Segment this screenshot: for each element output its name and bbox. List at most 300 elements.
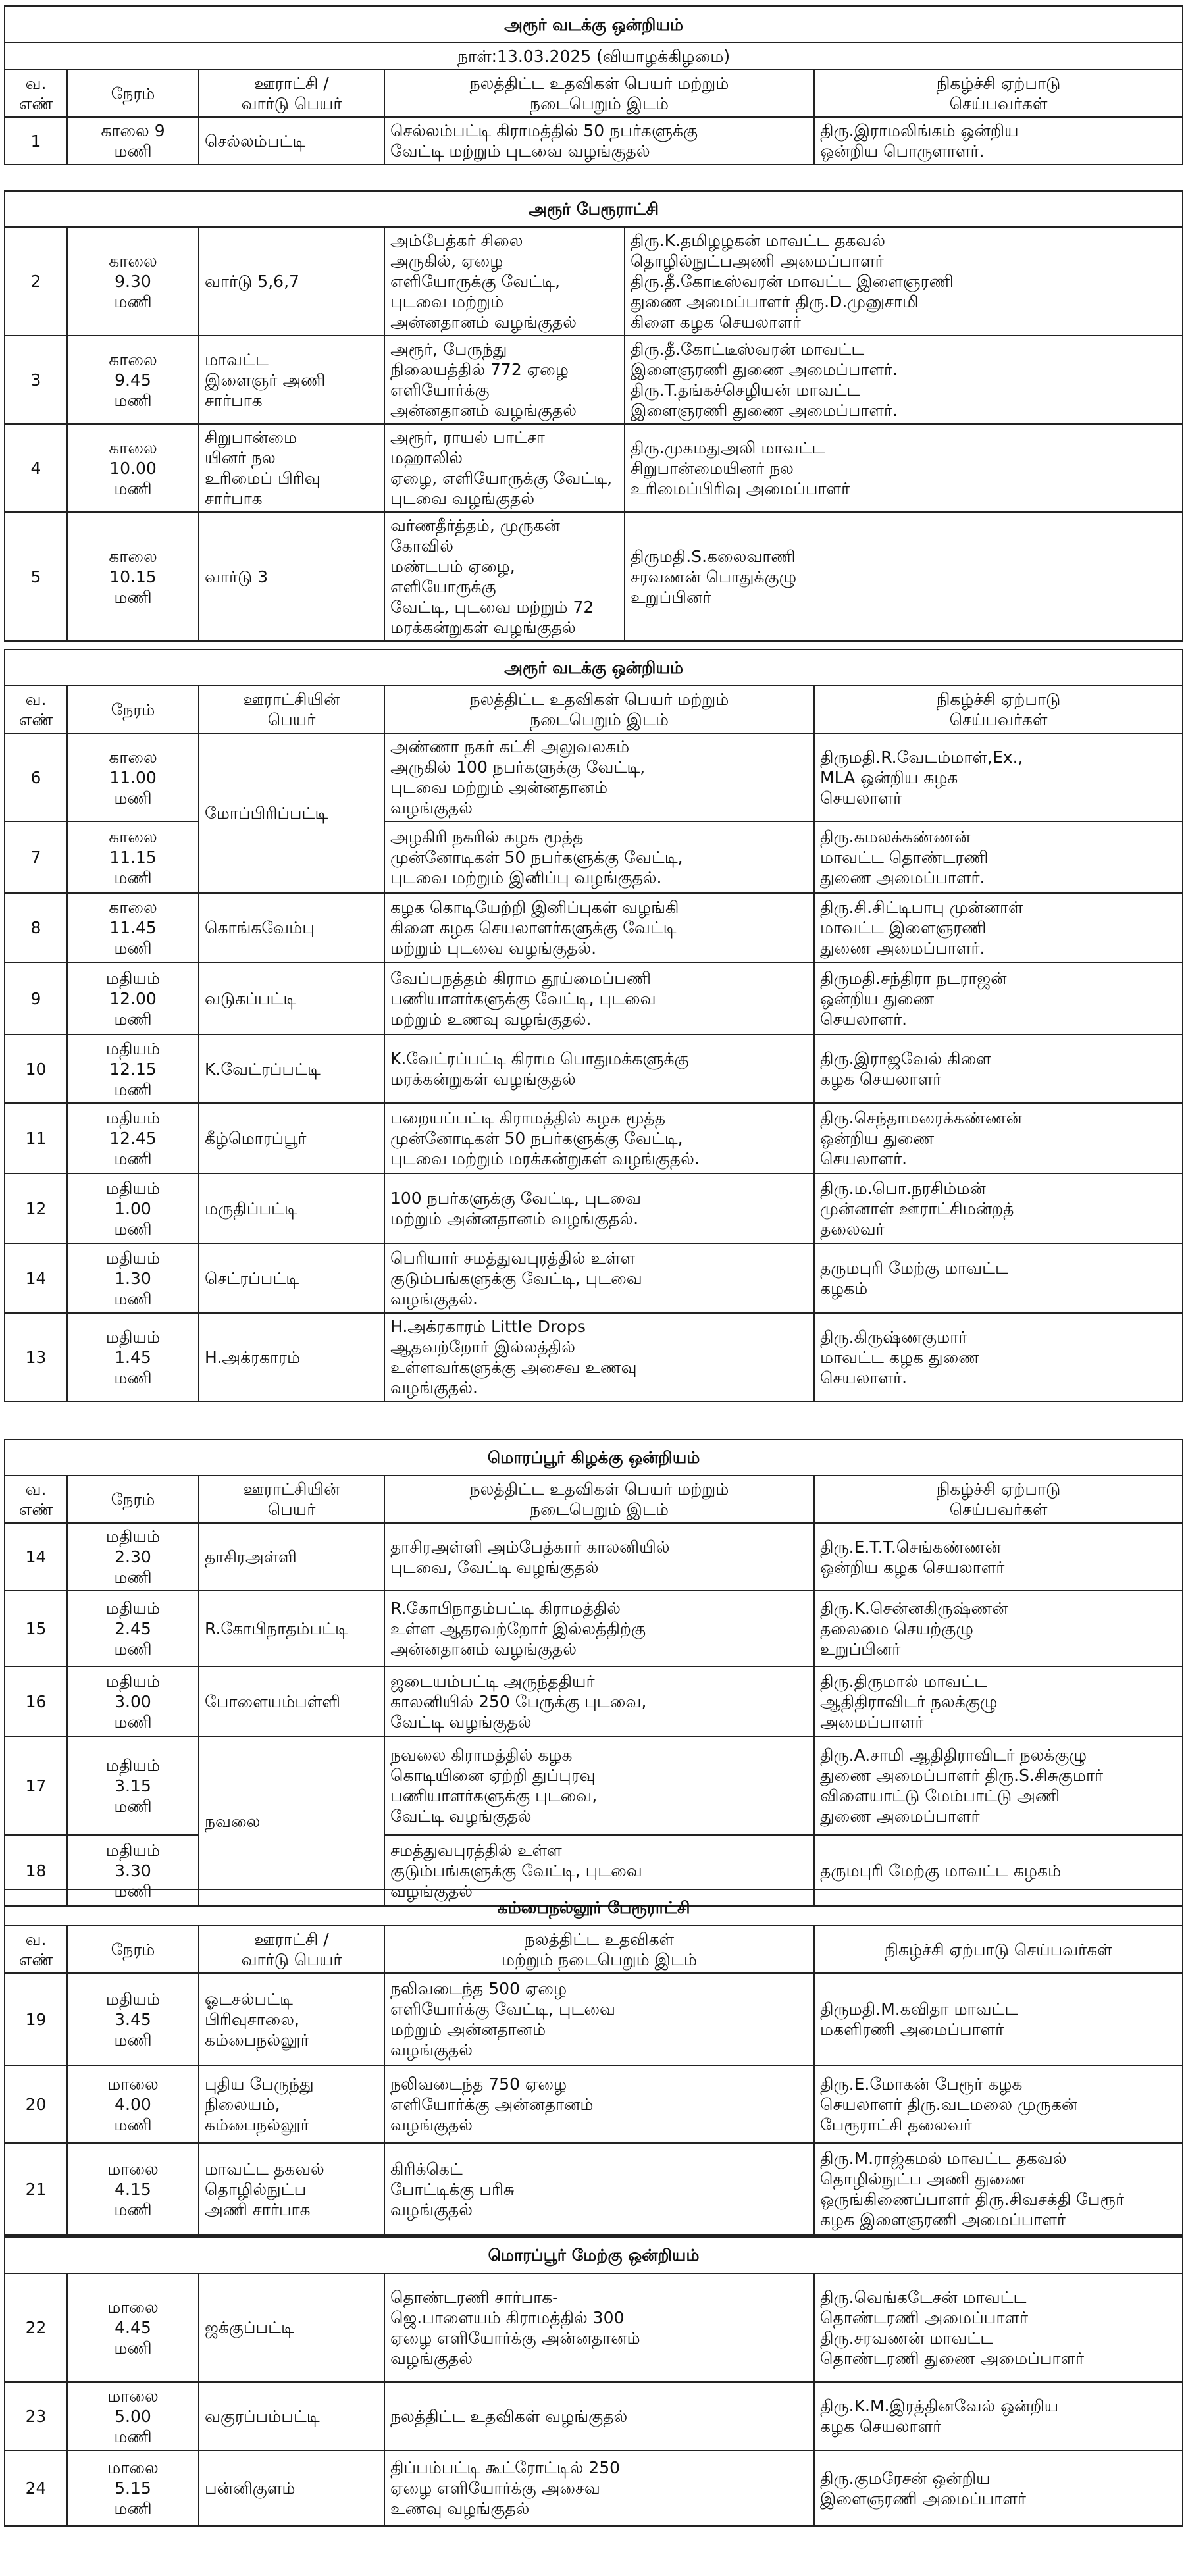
date-line xyxy=(5,43,1183,70)
section-title-text: மொரப்பூர் கிழக்கு ஒன்றியம் xyxy=(487,1448,700,1467)
program-cell-text: நலிவடைந்த 500 ஏழை எளியோர்க்கு வேட்டி, புடவை மற்றும் அன்னதானம் வழங்குதல் xyxy=(390,1979,615,2059)
row-number xyxy=(5,893,67,962)
schedule-row xyxy=(5,2143,1183,2235)
place-header-text: ஊராட்சி / வார்டு பெயர் xyxy=(241,74,342,113)
section-title xyxy=(5,191,1183,227)
time-header-text: நேரம் xyxy=(111,1940,155,1959)
organizers-cell-text: திரு.இராமலிங்கம் ஒன்றிய ஒன்றிய பொருளாளர். xyxy=(820,121,1019,161)
schedule-row xyxy=(5,1523,1183,1591)
place-cell-text: தாசிரஅள்ளி xyxy=(205,1547,297,1566)
place-header-text: ஊராட்சி / வார்டு பெயர் xyxy=(241,1930,342,1969)
program-cell-text: கழக கொடியேற்றி இனிப்புகள் வழங்கி கிளை கழக செயலாளர்களுக்கு வேட்டி மற்றும் புடவை வழங்குதல். xyxy=(390,898,679,958)
row-number xyxy=(5,1973,67,2065)
section-title-row xyxy=(5,1439,1183,1476)
place-cell-text: கீழ்மொரப்பூர் xyxy=(205,1129,307,1148)
organizers-cell xyxy=(814,1523,1183,1591)
organizers-cell xyxy=(814,2065,1183,2143)
row-number-text: 24 xyxy=(25,2479,47,2498)
serial-header xyxy=(5,686,67,733)
row-number xyxy=(5,962,67,1035)
row-number xyxy=(5,227,67,336)
program-cell-text: பெரியார் சமத்துவபுரத்தில் உள்ள குடும்பங்களுக்கு வேட்டி, புடவை வழங்குதல். xyxy=(390,1248,642,1308)
place-cell xyxy=(199,1173,384,1243)
time-cell-text: காலை 10.15 மணி xyxy=(109,546,157,607)
schedule-section xyxy=(4,2236,1183,2527)
schedule-section xyxy=(4,649,1183,1402)
row-number-text: 19 xyxy=(25,2009,47,2029)
row-number xyxy=(5,2382,67,2450)
program-cell-text: அம்பேத்கர் சிலை அருகில், ஏழை எளியோருக்கு வேட்டி, புடவை மற்றும் அன்னதானம் வழங்குதல் xyxy=(390,231,577,332)
organizers-cell xyxy=(625,336,1183,424)
organizers-header xyxy=(814,1476,1183,1523)
place-cell-text: மருதிப்பட்டி xyxy=(205,1198,297,1218)
place-cell-text: செல்லம்பட்டி xyxy=(205,131,306,151)
row-number-text: 12 xyxy=(25,1198,47,1218)
organizers-cell-text: திரு.ம.பொ.நரசிம்மன் முன்னாள் ஊராட்சிமன்றத் தலைவர் xyxy=(820,1178,1014,1239)
time-cell-text: மாலை 4.00 மணி xyxy=(107,2074,159,2134)
program-cell xyxy=(384,2273,814,2382)
place-cell xyxy=(199,1103,384,1173)
schedule-row xyxy=(5,1243,1183,1313)
serial-header-text: வ. எண் xyxy=(18,690,53,729)
time-header-text: நேரம் xyxy=(111,1489,155,1509)
row-number xyxy=(5,512,67,641)
program-header-text: நலத்திட்ட உதவிகள் மற்றும் நடைபெறும் இடம் xyxy=(501,1930,698,1969)
row-number-text: 22 xyxy=(25,2318,47,2337)
section-title xyxy=(5,1439,1183,1476)
organizers-cell-text: திரு.E.T.T.செங்கண்ணன் ஒன்றிய கழக செயலாளர் xyxy=(820,1537,1005,1577)
program-cell-text: தொண்டரணி சார்பாக- ஜெ.பாளையம் கிராமத்தில் 300 ஏழை எளியோர்க்கு அன்னதானம் வழங்குதல் xyxy=(390,2287,640,2368)
program-cell xyxy=(384,2450,814,2526)
organizers-cell-text: திரு.இராஜவேல் கிளை கழக செயலாளர் xyxy=(820,1049,991,1089)
row-number-text: 18 xyxy=(25,1861,47,1880)
program-cell xyxy=(384,821,814,893)
merged-place-cell xyxy=(199,733,384,893)
time-cell-text: காலை 10.00 மணி xyxy=(109,438,157,498)
schedule-section xyxy=(4,1439,1183,1907)
time-cell-text: காலை 9.30 மணி xyxy=(109,251,157,311)
program-cell xyxy=(384,2382,814,2450)
schedule-row xyxy=(5,733,1183,821)
organizers-cell xyxy=(814,1973,1183,2065)
schedule-row xyxy=(5,1973,1183,2065)
organizers-cell xyxy=(814,2143,1183,2235)
schedule-row xyxy=(5,962,1183,1035)
time-cell xyxy=(67,2143,199,2235)
organizers-header xyxy=(814,1926,1183,1973)
time-cell-text: மதியம் 3.15 மணி xyxy=(105,1755,161,1816)
program-cell xyxy=(384,1666,814,1736)
program-header-text: நலத்திட்ட உதவிகள் பெயர் மற்றும் நடைபெறும் இடம் xyxy=(469,74,729,113)
date-row xyxy=(5,43,1183,70)
schedule-row xyxy=(5,117,1183,165)
time-cell-text: மதியம் 1.00 மணி xyxy=(105,1178,161,1239)
schedule-row xyxy=(5,2065,1183,2143)
organizers-cell xyxy=(814,1736,1183,1835)
organizers-cell xyxy=(814,1035,1183,1103)
organizers-cell xyxy=(625,512,1183,641)
time-cell xyxy=(67,821,199,893)
time-cell xyxy=(67,1313,199,1401)
row-number xyxy=(5,1523,67,1591)
program-cell-text: செல்லம்பட்டி கிராமத்தில் 50 நபர்களுக்கு வேட்டி மற்றும் புடவை வழங்குதல் xyxy=(390,121,698,161)
program-cell xyxy=(384,1243,814,1313)
time-cell-text: காலை 11.15 மணி xyxy=(109,827,157,887)
header-row xyxy=(5,1926,1183,1973)
time-header-text: நேரம் xyxy=(111,700,155,719)
time-cell xyxy=(67,2065,199,2143)
time-cell xyxy=(67,893,199,962)
serial-header-text: வ. எண் xyxy=(18,74,53,113)
program-header xyxy=(384,1926,814,1973)
organizers-header-text: நிகழ்ச்சி ஏற்பாடு செய்பவர்கள் xyxy=(936,74,1061,113)
document-title-text: அரூர் வடக்கு ஒன்றியம் xyxy=(504,14,683,34)
program-header-text: நலத்திட்ட உதவிகள் பெயர் மற்றும் நடைபெறும் இடம் xyxy=(469,690,729,729)
row-number xyxy=(5,117,67,165)
program-cell-text: அரூர், பேருந்து நிலையத்தில் 772 ஏழை எளியோர்க்கு அன்னதானம் வழங்குதல் xyxy=(390,340,577,420)
row-number xyxy=(5,1035,67,1103)
program-cell-text: அண்ணா நகர் கட்சி அலுவலகம் அருகில் 100 நபர்களுக்கு வேட்டி, புடவை மற்றும் அன்னதானம் வழங்குதல் xyxy=(390,737,646,817)
time-cell xyxy=(67,2450,199,2526)
organizers-cell xyxy=(814,2273,1183,2382)
time-cell-text: காலை 11.45 மணி xyxy=(109,898,157,958)
organizers-cell-text: திரு.K.தமிழழகன் மாவட்ட தகவல் தொழில்நுட்பஅணி அமைப்பாளர் திரு.தீ.கோடீஸ்வரன் மாவட்ட இளைஞரணி துணை அமைப்பாளர் திரு.D.முனுசாமி கிளை கழக செயலாளர் xyxy=(631,231,954,332)
organizers-cell-text: தருமபுரி மேற்கு மாவட்ட கழகம் xyxy=(820,1258,1008,1298)
schedule-row xyxy=(5,424,1183,512)
row-number-text: 2 xyxy=(30,272,41,291)
program-cell-text: K.வேட்ரப்பட்டி கிராம பொதுமக்களுக்கு மரக்கன்றுகள் வழங்குதல் xyxy=(390,1049,689,1089)
organizers-cell xyxy=(625,227,1183,336)
place-cell xyxy=(199,1973,384,2065)
place-header-text: ஊராட்சியின் பெயர் xyxy=(243,690,340,729)
time-cell xyxy=(67,1666,199,1736)
program-cell xyxy=(384,424,625,512)
schedule-row xyxy=(5,1736,1183,1835)
row-number xyxy=(5,1173,67,1243)
program-header xyxy=(384,1476,814,1523)
place-cell-text: மாவட்ட தகவல் தொழில்நுட்ப அணி சார்பாக xyxy=(205,2159,324,2219)
organizers-cell xyxy=(814,821,1183,893)
program-cell-text: வர்ணதீர்த்தம், முருகன் கோவில் மண்டபம் ஏழை, எளியோருக்கு வேட்டி, புடவை மற்றும் 72 மரக்கன்றுகள் வழங்குதல் xyxy=(390,516,594,637)
time-cell-text: மாலை 5.15 மணி xyxy=(107,2458,159,2518)
organizers-cell xyxy=(814,2382,1183,2450)
time-cell xyxy=(67,962,199,1035)
place-header xyxy=(199,1476,384,1523)
time-header xyxy=(67,70,199,117)
header-row xyxy=(5,686,1183,733)
time-cell-text: மதியம் 12.00 மணி xyxy=(105,968,161,1029)
schedule-row xyxy=(5,821,1183,893)
place-header-text: ஊராட்சியின் பெயர் xyxy=(243,1480,340,1519)
section-title-text: கம்பைநல்லூர் பேரூராட்சி xyxy=(497,1898,690,1917)
organizers-cell-text: திரு.தீ.கோட்டீஸ்வரன் மாவட்ட இளைஞரணி துணை அமைப்பாளர். திரு.T.தங்கச்செழியன் மாவட்ட இளைஞரணி துணை அமைப்பாளர். xyxy=(631,340,898,420)
organizers-cell xyxy=(625,424,1183,512)
row-number-text: 7 xyxy=(30,848,41,867)
time-cell-text: மதியம் 12.15 மணி xyxy=(105,1039,161,1099)
place-cell-text: சிறுபான்மை யினர் நல உரிமைப் பிரிவு சார்பாக xyxy=(205,428,321,508)
schedule-row xyxy=(5,893,1183,962)
serial-header xyxy=(5,1926,67,1973)
program-cell-text: நவலை கிராமத்தில் கழக கொடியினை ஏற்றி துப்புரவு பணியாளர்களுக்கு புடவை, வேட்டி வழங்குதல் xyxy=(390,1745,598,1826)
time-cell-text: மாலை 5.00 மணி xyxy=(107,2386,159,2446)
program-cell-text: ஜடையம்பட்டி அருந்ததியர் காலனியில் 250 பேருக்கு புடவை, வேட்டி வழங்குதல் xyxy=(390,1671,647,1732)
place-cell-text: வடுகப்பட்டி xyxy=(205,989,297,1008)
time-cell-text: மாலை 4.45 மணி xyxy=(107,2298,159,2357)
serial-header-text: வ. எண் xyxy=(18,1930,53,1969)
time-cell-text: காலை 11.00 மணி xyxy=(109,747,157,808)
time-cell-text: மதியம் 2.45 மணி xyxy=(105,1599,161,1659)
organizers-cell-text: திரு.கமலக்கண்ணன் மாவட்ட தொண்டரணி துணை அமைப்பாளர். xyxy=(820,827,989,887)
place-cell xyxy=(199,2450,384,2526)
row-number-text: 4 xyxy=(30,458,41,478)
organizers-cell-text: திரு.செந்தாமரைக்கண்ணன் ஒன்றிய துணை செயலாளர். xyxy=(820,1108,1022,1168)
time-cell xyxy=(67,1736,199,1835)
section-title-row xyxy=(5,191,1183,227)
schedule-row xyxy=(5,2382,1183,2450)
place-cell xyxy=(199,336,384,424)
time-cell xyxy=(67,512,199,641)
organizers-cell xyxy=(814,1591,1183,1666)
row-number-text: 21 xyxy=(25,2179,47,2199)
schedule-row xyxy=(5,1103,1183,1173)
program-cell-text: திப்பம்பட்டி கூட்ரோட்டில் 250 ஏழை எளியோர்க்கு அசைவ உணவு வழங்குதல் xyxy=(390,2458,621,2518)
merged-place-cell-text: நவலை xyxy=(205,1811,261,1831)
place-cell-text: மாவட்ட இளைஞர் அணி சார்பாக xyxy=(205,349,326,410)
row-number xyxy=(5,1666,67,1736)
row-number xyxy=(5,821,67,893)
program-cell-text: நலிவடைந்த 750 ஏழை எளியோர்க்கு அன்னதானம் வழங்குதல் xyxy=(390,2074,594,2134)
place-cell-text: வார்டு 3 xyxy=(205,567,269,586)
time-cell-text: மதியம் 3.45 மணி xyxy=(105,1989,161,2049)
time-cell xyxy=(67,424,199,512)
place-cell xyxy=(199,2382,384,2450)
organizers-cell-text: திரு.முகமதுஅலி மாவட்ட சிறுபான்மையினர் நல உரிமைப்பிரிவு அமைப்பாளர் xyxy=(631,438,850,498)
row-number-text: 23 xyxy=(25,2406,47,2426)
place-cell-text: பன்னிகுளம் xyxy=(205,2479,296,2498)
merged-place-cell xyxy=(199,1736,384,1906)
organizers-cell-text: திரு.E.மோகன் பேரூர் கழக செயலாளர் திரு.வடமலை முருகன் பேரூராட்சி தலைவர் xyxy=(820,2074,1078,2134)
program-cell-text: சமத்துவபுரத்தில் உள்ள குடும்பங்களுக்கு வேட்டி, புடவை வழங்குதல் xyxy=(390,1840,642,1901)
row-number xyxy=(5,1103,67,1173)
schedule-section xyxy=(4,1889,1183,2236)
place-cell xyxy=(199,117,384,165)
program-cell-text: அழகிரி நகரில் கழக மூத்த முன்னோடிகள் 50 நபர்களுக்கு வேட்டி, புடவை மற்றும் இனிப்பு வழங்குதல். xyxy=(390,827,683,887)
time-cell-text: மதியம் 1.30 மணி xyxy=(105,1248,161,1308)
organizers-header-text: நிகழ்ச்சி ஏற்பாடு செய்பவர்கள் xyxy=(885,1940,1112,1959)
place-cell-text: R.கோபிநாதம்பட்டி xyxy=(205,1619,348,1638)
section-title xyxy=(5,650,1183,686)
place-cell xyxy=(199,227,384,336)
program-cell xyxy=(384,227,625,336)
section-title-row xyxy=(5,650,1183,686)
time-cell-text: மதியம் 1.45 மணி xyxy=(105,1327,161,1387)
organizers-cell xyxy=(814,1666,1183,1736)
program-cell-text: 100 நபர்களுக்கு வேட்டி, புடவை மற்றும் அன்னதானம் வழங்குதல். xyxy=(390,1189,642,1228)
time-cell xyxy=(67,117,199,165)
organizers-cell-text: திரு.A.சாமி ஆதிதிராவிடர் நலக்குழு துணை அமைப்பாளர் திரு.S.சிசுகுமார் விளையாட்டு மேம்பாட்டு அணி துணை அமைப்பாளர் xyxy=(820,1745,1104,1826)
organizers-cell-text: திரு.K.சென்னகிருஷ்ணன் தலைமை செயற்குழு உறுப்பினர் xyxy=(820,1599,1008,1659)
row-number-text: 11 xyxy=(25,1129,47,1148)
place-cell-text: ஜக்குப்பட்டி xyxy=(205,2318,294,2337)
section-title-text: அரூர் வடக்கு ஒன்றியம் xyxy=(504,658,683,677)
time-header-text: நேரம் xyxy=(111,84,155,103)
place-header xyxy=(199,686,384,733)
serial-header xyxy=(5,70,67,117)
organizers-header xyxy=(814,70,1183,117)
schedule-row xyxy=(5,227,1183,336)
row-number-text: 9 xyxy=(30,989,41,1008)
place-cell xyxy=(199,1313,384,1401)
section-title-text: மொரப்பூர் மேற்கு ஒன்றியம் xyxy=(488,2246,700,2265)
time-cell-text: மாலை 4.15 மணி xyxy=(107,2159,159,2219)
section-title-row xyxy=(5,1890,1183,1926)
place-cell xyxy=(199,2273,384,2382)
place-cell xyxy=(199,893,384,962)
row-number xyxy=(5,733,67,821)
program-cell xyxy=(384,1103,814,1173)
place-cell xyxy=(199,2143,384,2235)
program-cell-text: வேப்பநத்தம் கிராம தூய்மைப்பணி பணியாளர்களுக்கு வேட்டி, புடவை மற்றும் உணவு வழங்குதல். xyxy=(390,968,656,1029)
row-number xyxy=(5,1736,67,1835)
program-cell xyxy=(384,1973,814,2065)
date-line-text: நாள்:13.03.2025 (வியாழக்கிழமை) xyxy=(457,47,731,66)
schedule-row xyxy=(5,1666,1183,1736)
time-cell xyxy=(67,1035,199,1103)
time-cell xyxy=(67,733,199,821)
time-cell-text: மதியம் 12.45 மணி xyxy=(105,1108,161,1168)
row-number-text: 8 xyxy=(30,918,41,937)
row-number-text: 13 xyxy=(25,1347,47,1367)
row-number-text: 1 xyxy=(30,131,41,151)
organizers-cell-text: திருமதி.R.வேடம்மாள்,Ex., MLA ஒன்றிய கழக செயலாளர் xyxy=(820,747,1023,808)
schedule-row xyxy=(5,512,1183,641)
program-cell-text: கிரிக்கெட் போட்டிக்கு பரிசு வழங்குதல் xyxy=(390,2159,515,2219)
row-number-text: 20 xyxy=(25,2094,47,2114)
time-header xyxy=(67,686,199,733)
schedule-row xyxy=(5,336,1183,424)
organizers-cell-text: திரு.திருமால் மாவட்ட ஆதிதிராவிடர் நலக்குழு அமைப்பாளர் xyxy=(820,1671,998,1732)
organizers-cell xyxy=(814,1103,1183,1173)
place-cell xyxy=(199,424,384,512)
section-title xyxy=(5,1890,1183,1926)
time-cell-text: காலை 9 மணி xyxy=(101,121,165,161)
organizers-cell-text: திரு.குமரேசன் ஒன்றிய இளைஞரணி அமைப்பாளர் xyxy=(820,2468,1026,2508)
organizers-cell xyxy=(814,733,1183,821)
organizers-cell-text: திருமதி.S.கலைவாணி சரவணன் பொதுக்குழு உறுப்பினர் xyxy=(631,546,797,607)
section-title-text: அரூர் பேரூராட்சி xyxy=(528,199,659,219)
time-cell xyxy=(67,336,199,424)
row-number xyxy=(5,336,67,424)
place-cell xyxy=(199,2065,384,2143)
schedule-row xyxy=(5,1313,1183,1401)
row-number xyxy=(5,2273,67,2382)
row-number-text: 3 xyxy=(30,370,41,390)
program-cell-text: H.அக்ரகாரம் Little Drops ஆதவற்றோர் இல்லத்தில் உள்ளவர்களுக்கு அசைவ உணவு வழங்குதல். xyxy=(390,1317,637,1397)
row-number xyxy=(5,1243,67,1313)
program-cell-text: நலத்திட்ட உதவிகள் வழங்குதல் xyxy=(390,2406,628,2426)
place-cell-text: H.அக்ரகாரம் xyxy=(205,1347,301,1367)
row-number xyxy=(5,2065,67,2143)
time-header xyxy=(67,1926,199,1973)
program-cell-text: R.கோபிநாதம்பட்டி கிராமத்தில் உள்ள ஆதரவற்றோர் இல்லத்திற்கு அன்னதானம் வழங்குதல் xyxy=(390,1599,646,1659)
row-number-text: 14 xyxy=(25,1268,47,1288)
time-cell xyxy=(67,1523,199,1591)
time-cell-text: மதியம் 3.30 மணி xyxy=(105,1840,161,1901)
organizers-cell-text: திரு.K.M.இரத்தினவேல் ஒன்றிய கழக செயலாளர் xyxy=(820,2396,1059,2436)
program-cell-text: பறையப்பட்டி கிராமத்தில் கழக மூத்த முன்னோடிகள் 50 நபர்களுக்கு வேட்டி, புடவை மற்றும் மரக்கன்றுகள் வழங்குதல். xyxy=(390,1108,700,1168)
place-cell xyxy=(199,1243,384,1313)
time-cell-text: மதியம் 3.00 மணி xyxy=(105,1671,161,1732)
place-cell-text: K.வேட்ரப்பட்டி xyxy=(205,1059,321,1079)
program-cell xyxy=(384,1173,814,1243)
place-cell-text: கொங்கவேம்பு xyxy=(205,918,315,937)
program-cell xyxy=(384,2143,814,2235)
header-row xyxy=(5,70,1183,117)
row-number xyxy=(5,424,67,512)
place-cell xyxy=(199,1035,384,1103)
row-number xyxy=(5,2450,67,2526)
organizers-cell-text: தருமபுரி மேற்கு மாவட்ட கழகம் xyxy=(820,1861,1062,1880)
place-cell xyxy=(199,962,384,1035)
program-cell xyxy=(384,1035,814,1103)
organizers-cell xyxy=(814,1173,1183,1243)
schedule-row xyxy=(5,2450,1183,2526)
section-title-row xyxy=(5,6,1183,43)
program-cell xyxy=(384,336,625,424)
program-cell xyxy=(384,1591,814,1666)
place-cell xyxy=(199,1591,384,1666)
time-cell xyxy=(67,1591,199,1666)
time-cell xyxy=(67,1173,199,1243)
time-cell xyxy=(67,1103,199,1173)
program-cell xyxy=(384,117,814,165)
row-number-text: 16 xyxy=(25,1691,47,1711)
organizers-header-text: நிகழ்ச்சி ஏற்பாடு செய்பவர்கள் xyxy=(936,1480,1061,1519)
organizers-cell xyxy=(814,2450,1183,2526)
program-cell xyxy=(384,893,814,962)
program-cell xyxy=(384,1736,814,1835)
place-header xyxy=(199,1926,384,1973)
time-cell-text: காலை 9.45 மணி xyxy=(109,349,157,410)
schedule-section xyxy=(4,190,1183,642)
time-cell xyxy=(67,1973,199,2065)
organizers-cell-text: திரு.சி.சிட்டிபாபு முன்னாள் மாவட்ட இளைஞரணி துணை அமைப்பாளர். xyxy=(820,898,1023,958)
organizers-cell xyxy=(814,117,1183,165)
section-title-row xyxy=(5,2237,1183,2273)
time-cell xyxy=(67,227,199,336)
organizers-cell-text: திரு.M.ராஜ்கமல் மாவட்ட தகவல் தொழில்நுட்ப அணி துணை ஒருங்கிணைப்பாளர் திரு.சிவசக்தி பேரூர் கழக இளைஞரணி அமைப்பாளர் xyxy=(820,2149,1125,2229)
merged-place-cell-text: மோப்பிரிப்பட்டி xyxy=(205,804,328,823)
row-number-text: 6 xyxy=(30,767,41,787)
time-cell xyxy=(67,2382,199,2450)
place-cell-text: ஓடசல்பட்டி பிரிவுசாலை, கம்பைநல்லூர் xyxy=(205,1989,309,2049)
program-cell xyxy=(384,2065,814,2143)
organizers-cell xyxy=(814,893,1183,962)
place-cell-text: செட்ரப்பட்டி xyxy=(205,1268,299,1288)
organizers-header xyxy=(814,686,1183,733)
schedule-row xyxy=(5,1173,1183,1243)
program-cell xyxy=(384,733,814,821)
time-cell-text: மதியம் 2.30 மணி xyxy=(105,1527,161,1587)
program-header xyxy=(384,70,814,117)
row-number-text: 14 xyxy=(25,1547,47,1566)
place-header xyxy=(199,70,384,117)
organizers-cell xyxy=(814,1243,1183,1313)
program-header xyxy=(384,686,814,733)
organizers-cell xyxy=(814,962,1183,1035)
section-title xyxy=(5,2237,1183,2273)
place-cell-text: புதிய பேருந்து நிலையம், கம்பைநல்லூர் xyxy=(205,2074,314,2134)
